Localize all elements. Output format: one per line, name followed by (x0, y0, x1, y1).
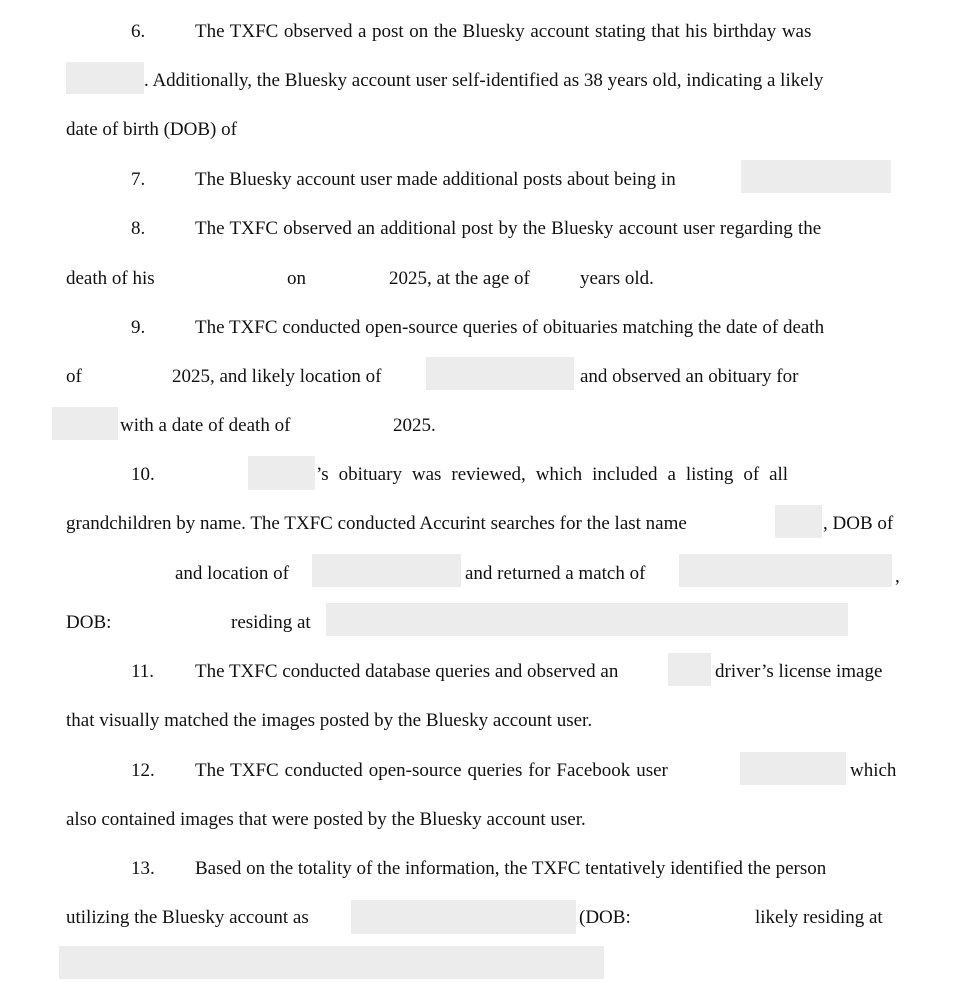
redaction-facebook-user (740, 752, 846, 785)
paragraph-10-line-3c: , (895, 566, 900, 587)
paragraph-9-line-2b: 2025, and likely location of (172, 366, 382, 387)
paragraph-10-line-3a: and location of (175, 563, 289, 584)
redaction-obituary-name (248, 456, 315, 490)
redaction-address-2 (59, 946, 604, 979)
paragraph-8-number: 8. (131, 218, 146, 239)
paragraph-13-line-2c: likely residing at (755, 907, 883, 928)
paragraph-7-line-1: The Bluesky account user made additional posts about being in (195, 169, 676, 190)
paragraph-11-line-1b: driver’s license image (715, 661, 883, 682)
paragraph-8-line-2d: years old. (580, 268, 654, 289)
redaction-match-name (679, 554, 892, 587)
paragraph-10-line-4b: residing at (231, 612, 311, 633)
paragraph-11-line-2: that visually matched the images posted by the Bluesky account user. (66, 710, 593, 731)
paragraph-12-number: 12. (131, 760, 155, 781)
paragraph-6-line-1: The TXFC observed a post on the Bluesky account stating that his birthday was (195, 21, 812, 42)
paragraph-10-number: 10. (131, 464, 155, 485)
redaction-location-3 (312, 554, 461, 587)
paragraph-8-line-2b: on (287, 268, 306, 289)
redaction-state (668, 653, 711, 686)
paragraph-9-line-3a: with a date of death of (120, 415, 291, 436)
paragraph-9-line-2c: and observed an obituary for (580, 366, 799, 387)
paragraph-6-line-2: . Additionally, the Bluesky account user self-identified as 38 years old, indicating a likely (144, 70, 824, 91)
paragraph-6-number: 6. (131, 21, 146, 42)
paragraph-8-line-1: The TXFC observed an additional post by the Bluesky account user regarding the (195, 218, 822, 239)
redaction-person-name (351, 900, 576, 934)
redaction-address-1 (326, 603, 848, 636)
paragraph-9-line-1: The TXFC conducted open-source queries of obituaries matching the date of death (195, 317, 825, 338)
paragraph-8-line-2c: 2025, at the age of (389, 268, 530, 289)
paragraph-12-line-1a: The TXFC conducted open-source queries for Facebook user (195, 760, 668, 781)
paragraph-9-number: 9. (131, 317, 146, 338)
paragraph-8-line-2a: death of his (66, 268, 155, 289)
redaction-deceased-name (52, 407, 118, 440)
paragraph-13-line-1: Based on the totality of the information, the TXFC tentatively identified the person (195, 858, 827, 879)
paragraph-11-line-1a: The TXFC conducted database queries and observed an (195, 661, 619, 682)
paragraph-13-line-2a: utilizing the Bluesky account as (66, 907, 309, 928)
paragraph-13-number: 13. (131, 858, 155, 879)
redaction-location-2 (426, 357, 574, 390)
paragraph-13-line-2b: (DOB: (579, 907, 631, 928)
paragraph-9-line-3b: 2025. (393, 415, 436, 436)
paragraph-9-line-2a: of (66, 366, 82, 387)
paragraph-11-number: 11. (131, 661, 155, 682)
redaction-location-1 (741, 160, 891, 193)
paragraph-12-line-2: also contained images that were posted by the Bluesky account user. (66, 809, 586, 830)
paragraph-10-line-3b: and returned a match of (465, 563, 646, 584)
redaction-last-name (775, 505, 822, 538)
paragraph-10-line-2b: , DOB of (823, 513, 894, 534)
paragraph-6-line-3: date of birth (DOB) of (66, 119, 237, 140)
paragraph-7-number: 7. (131, 169, 146, 190)
paragraph-10-line-4a: DOB: (66, 612, 112, 633)
paragraph-12-line-1b: which (850, 760, 897, 781)
paragraph-10-line-1: ’s obituary was reviewed, which included a listing of all (316, 464, 789, 485)
redaction-birthday (66, 62, 144, 94)
paragraph-10-line-2a: grandchildren by name. The TXFC conducted Accurint searches for the last name (66, 513, 687, 534)
